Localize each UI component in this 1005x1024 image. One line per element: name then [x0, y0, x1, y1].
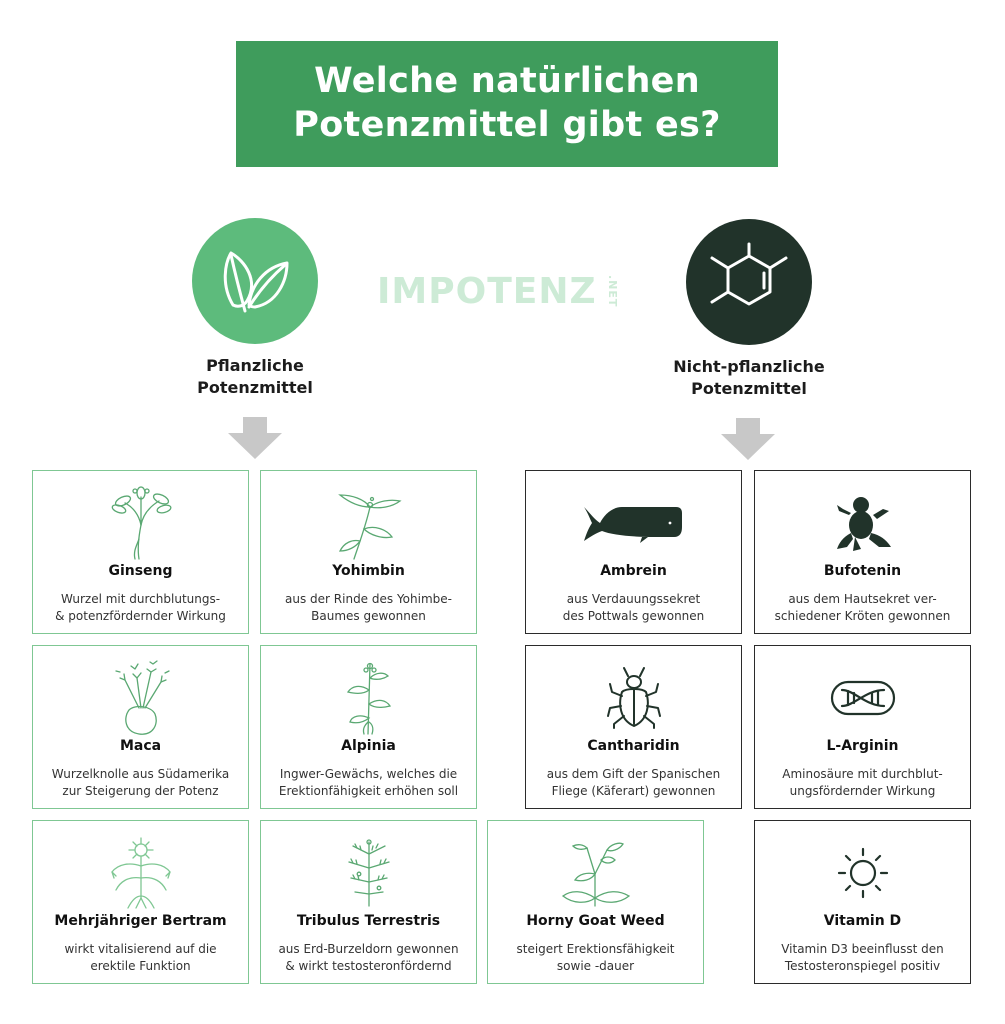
- card-description-line: Aminosäure mit durchblut-: [782, 767, 943, 781]
- card-description-line: schiedener Kröten gewonnen: [774, 609, 951, 623]
- card-description-line: sowie -dauer: [556, 959, 635, 973]
- card-description-line: Fliege (Käferart) gewonnen: [551, 784, 716, 798]
- card-alpinia: [260, 645, 477, 809]
- card-description-line: zur Steigerung der Potenz: [62, 784, 219, 798]
- card-maca: [32, 645, 249, 809]
- card-description-line: des Pottwals gewonnen: [562, 609, 705, 623]
- plant-down-arrow-icon: [228, 417, 282, 459]
- logo-suffix: .NET: [606, 275, 619, 308]
- card-description-line: aus dem Gift der Spanischen: [546, 767, 721, 781]
- card-description: [267, 766, 470, 800]
- card-cantharidin: [525, 645, 742, 809]
- card-title: Tribulus Terrestris: [296, 913, 441, 929]
- card-description-line: Wurzelknolle aus Südamerika: [51, 767, 230, 781]
- molecule-icon: [704, 242, 794, 322]
- card-description-line: Wurzel mit durchblutungs-: [60, 592, 221, 606]
- card-description-line: erektile Funktion: [90, 959, 191, 973]
- card-bufotenin: [754, 470, 971, 634]
- sperm-whale-icon: [582, 501, 686, 545]
- nonplant-down-arrow-icon: [721, 418, 775, 460]
- alpinia-plant-icon: [342, 660, 396, 736]
- ginseng-plant-icon: [109, 485, 173, 561]
- beetle-icon: [606, 666, 662, 730]
- maca-root-icon: [111, 658, 171, 738]
- card-title: L-Arginin: [826, 738, 899, 754]
- goat-weed-leaves-icon: [561, 838, 631, 908]
- card-description: [39, 941, 242, 975]
- nonplant-category-line-2: Potenzmittel: [691, 379, 807, 398]
- card-description-line: aus Verdauungssekret: [566, 592, 701, 606]
- card-description-line: aus der Rinde des Yohimbe-: [285, 592, 452, 606]
- card-description-line: Testosteronspiegel positiv: [784, 959, 941, 973]
- card-title: Mehrjähriger Bertram: [54, 913, 227, 929]
- card-horny-goat-weed: [487, 820, 704, 984]
- card-title: Maca: [119, 738, 162, 754]
- card-vitamin-d: [754, 820, 971, 984]
- card-description: [532, 766, 735, 800]
- card-description: [494, 941, 697, 975]
- card-description-line: & potenzfördernder Wirkung: [55, 609, 226, 623]
- card-yohimbin: [260, 470, 477, 634]
- plant-category-label: [135, 355, 375, 399]
- card-description-line: Vitamin D3 beeinflusst den: [781, 942, 944, 956]
- sun-icon: [835, 845, 891, 901]
- card-description-line: Ingwer-Gewächs, welches die: [279, 767, 458, 781]
- card-description: [761, 591, 964, 625]
- card-title: Ginseng: [108, 563, 173, 579]
- logo-text: IMPOTENZ: [377, 271, 597, 312]
- card-description: [761, 941, 964, 975]
- yohimbe-branch-icon: [334, 485, 404, 561]
- card-description: [267, 591, 470, 625]
- card-title: Cantharidin: [587, 738, 680, 754]
- card-description-line: aus dem Hautsekret ver-: [788, 592, 937, 606]
- card-title: Yohimbin: [332, 563, 405, 579]
- card-description-line: Baumes gewonnen: [311, 609, 426, 623]
- card-description: [39, 766, 242, 800]
- card-description: [267, 941, 470, 975]
- card-description-line: steigert Erektionsfähigkeit: [516, 942, 675, 956]
- card-title: Vitamin D: [823, 913, 902, 929]
- nonplant-category-circle: [686, 219, 812, 345]
- card-description-line: & wirkt testosteronfördernd: [285, 959, 452, 973]
- bertram-flower-icon: [106, 836, 176, 910]
- card-description-line: wirkt vitalisierend auf die: [64, 942, 217, 956]
- card-ambrein: [525, 470, 742, 634]
- card-title: Ambrein: [600, 563, 667, 579]
- title-line-2: Potenzmittel gibt es?: [293, 105, 721, 145]
- card-ginseng: [32, 470, 249, 634]
- card-l-arginin: [754, 645, 971, 809]
- card-description: [532, 591, 735, 625]
- dna-capsule-icon: [830, 678, 896, 718]
- toad-icon: [833, 493, 893, 553]
- tribulus-plant-icon: [339, 838, 399, 908]
- card-description-line: Erektionfähigkeit erhöhen soll: [278, 784, 459, 798]
- nonplant-category-label: [629, 356, 869, 400]
- card-description: [39, 591, 242, 625]
- card-description: [761, 766, 964, 800]
- plant-category-line-1: Pflanzliche: [206, 356, 304, 375]
- nonplant-category-line-1: Nicht-pflanzliche: [673, 357, 825, 376]
- title-line-1: Welche natürlichen: [314, 61, 700, 101]
- card-description-line: aus Erd-Burzeldorn gewonnen: [278, 942, 459, 956]
- plant-category-line-2: Potenzmittel: [197, 378, 313, 397]
- card-title: Bufotenin: [823, 563, 902, 579]
- card-title: Horny Goat Weed: [526, 913, 665, 929]
- title-banner: [236, 41, 778, 167]
- card-mehrjaehriger-bertram: [32, 820, 249, 984]
- card-description-line: ungsfördernder Wirkung: [789, 784, 936, 798]
- leaf-icon: [215, 241, 295, 321]
- card-title: Alpinia: [341, 738, 396, 754]
- plant-category-circle: [192, 218, 318, 344]
- card-tribulus-terrestris: [260, 820, 477, 984]
